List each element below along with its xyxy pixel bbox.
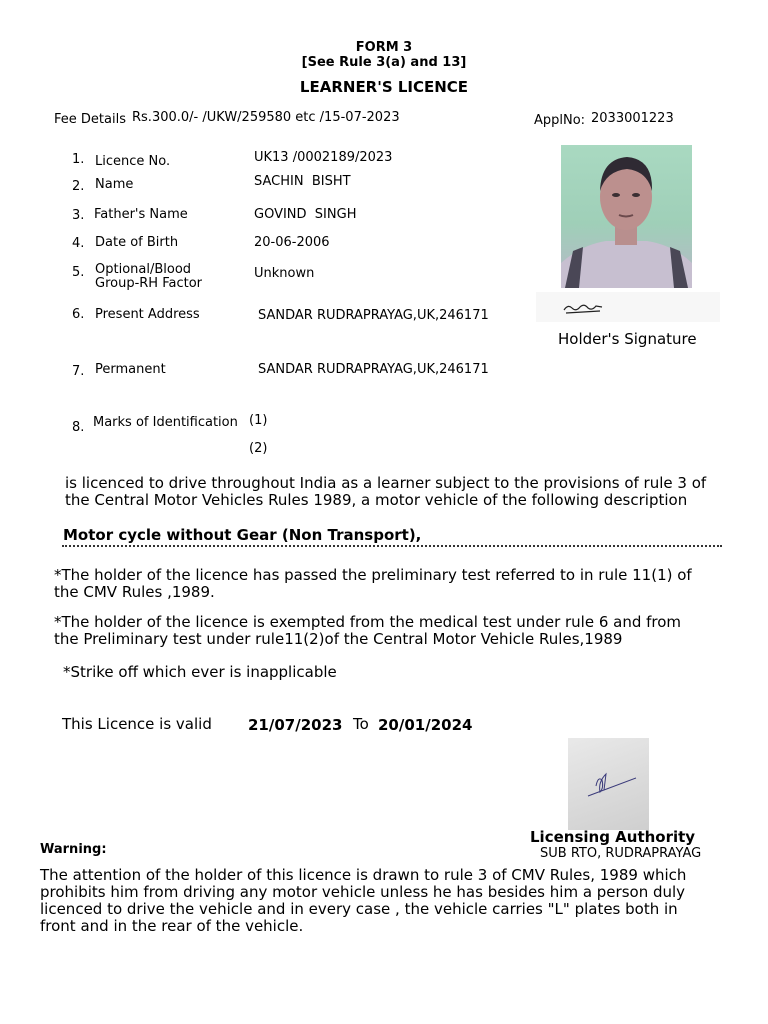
- identification-mark-2: (2): [249, 441, 268, 456]
- fee-details-label: Fee Details: [54, 112, 126, 127]
- application-number-label: ApplNo:: [534, 113, 586, 128]
- identification-mark-1: (1): [249, 413, 268, 428]
- fathers-name-value: GOVIND SINGH: [254, 207, 357, 222]
- fathers-name-label: Father's Name: [94, 207, 188, 222]
- field-number: 3.: [72, 208, 85, 223]
- signature-icon: [536, 292, 720, 322]
- validity-label: This Licence is valid: [62, 715, 212, 733]
- date-of-birth-value: 20-06-2006: [254, 235, 330, 250]
- medical-test-note-line1: *The holder of the licence is exempted from the medical test under rule 6 and from: [54, 613, 682, 631]
- name-value: SACHIN BISHT: [254, 174, 351, 189]
- present-address-value: SANDAR RUDRAPRAYAG,UK,246171: [258, 308, 489, 323]
- field-number: 6.: [72, 307, 85, 322]
- form-rule-reference: [See Rule 3(a) and 13]: [301, 55, 467, 70]
- present-address-label: Present Address: [95, 307, 200, 322]
- permanent-address-value: SANDAR RUDRAPRAYAG,UK,246171: [258, 362, 489, 377]
- licensing-authority-office: SUB RTO, RUDRAPRAYAG: [540, 846, 702, 861]
- licensing-authority-title: Licensing Authority: [530, 828, 696, 846]
- warning-text-line4: front and in the rear of the vehicle.: [40, 917, 304, 935]
- medical-test-note-line2: the Preliminary test under rule11(2)of the Central Motor Vehicle Rules,1989: [54, 630, 623, 648]
- person-silhouette-icon: [561, 145, 692, 288]
- valid-to-date: 20/01/2024: [378, 716, 473, 734]
- fee-details-value: Rs.300.0/- /UKW/259580 etc /15-07-2023: [132, 110, 400, 125]
- identification-marks-label: Marks of Identification: [93, 415, 238, 430]
- signature-icon: [568, 738, 649, 830]
- field-number: 4.: [72, 236, 85, 251]
- permanent-address-label: Permanent: [95, 362, 166, 377]
- field-number: 8.: [72, 420, 85, 435]
- date-of-birth-label: Date of Birth: [95, 235, 179, 250]
- field-number: 7.: [72, 364, 85, 379]
- licence-no-label: Licence No.: [95, 154, 171, 169]
- licence-statement-line1: is licenced to drive throughout India as a learner subject to the provisions of rule 3 of: [65, 474, 707, 492]
- licence-no-value: UK13 /0002189/2023: [254, 150, 393, 165]
- blood-group-value: Unknown: [254, 266, 315, 281]
- warning-text-line2: prohibits him from driving any motor vehicle unless he has besides him a person duly: [40, 883, 686, 901]
- field-number: 5.: [72, 265, 85, 280]
- vehicle-class: Motor cycle without Gear (Non Transport),: [63, 526, 422, 544]
- blood-group-label-line2: Group-RH Factor: [95, 276, 203, 291]
- field-number: 2.: [72, 179, 85, 194]
- dotted-divider: [62, 545, 722, 547]
- warning-text-line3: licenced to drive the vehicle and in every case , the vehicle carries "L" plates both in: [40, 900, 678, 918]
- name-label: Name: [95, 177, 134, 192]
- preliminary-test-note-line2: the CMV Rules ,1989.: [54, 583, 215, 601]
- application-number-value: 2033001223: [591, 111, 674, 126]
- field-number: 1.: [72, 152, 85, 167]
- page-title: LEARNER'S LICENCE: [299, 78, 469, 96]
- warning-label: Warning:: [40, 842, 107, 857]
- preliminary-test-note-line1: *The holder of the licence has passed the preliminary test referred to in rule 11(1) of: [54, 566, 692, 584]
- authority-signature-image: [568, 738, 649, 830]
- holder-signature-label: Holder's Signature: [558, 330, 697, 348]
- warning-text-line1: The attention of the holder of this licence is drawn to rule 3 of CMV Rules, 1989 which: [40, 866, 687, 884]
- licence-statement-line2: the Central Motor Vehicles Rules 1989, a motor vehicle of the following description: [65, 491, 688, 509]
- holder-photo: [561, 145, 692, 288]
- holder-signature-image: [536, 292, 720, 322]
- blood-group-label: Optional/Blood: [95, 262, 192, 277]
- strike-off-note: *Strike off which ever is inapplicable: [63, 663, 337, 681]
- form-number: FORM 3: [355, 40, 413, 55]
- validity-to-label: To: [353, 715, 369, 733]
- valid-from-date: 21/07/2023: [248, 716, 343, 734]
